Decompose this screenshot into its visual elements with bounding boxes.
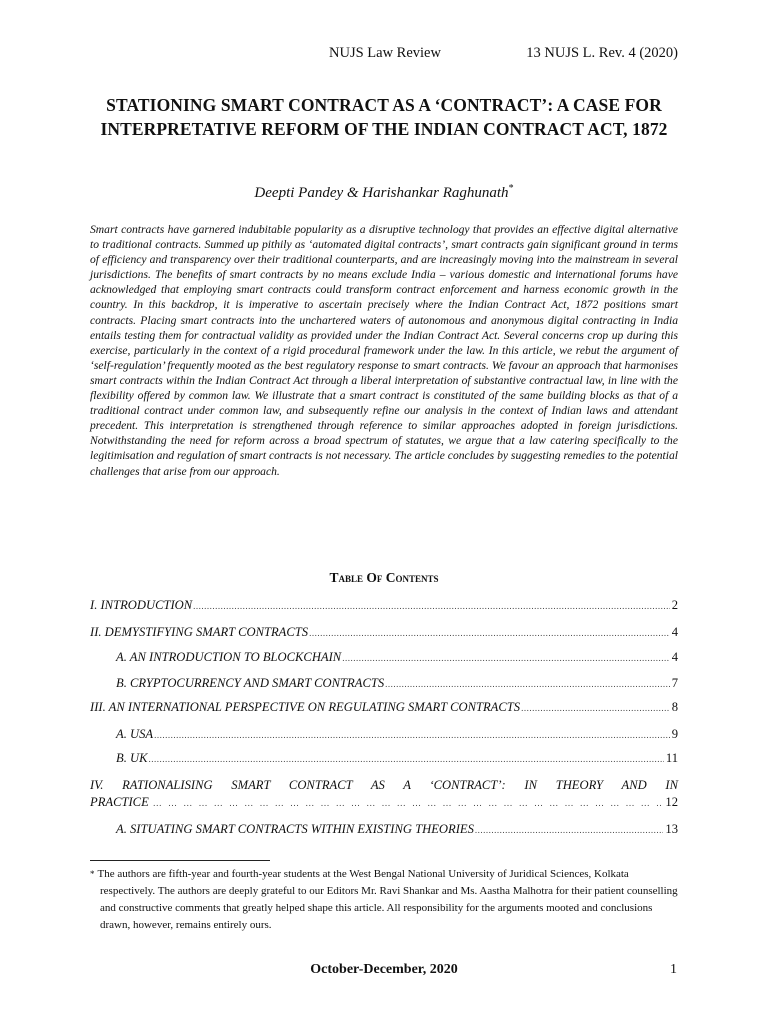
author-note-mark[interactable]: * [508,183,514,194]
toc-leader-dots [193,601,670,611]
issue-date: October-December, 2020 [310,962,458,977]
toc-leader-dots [342,653,669,663]
toc-entry-rationalising[interactable] [90,777,678,812]
toc-entry-introduction[interactable] [90,598,678,613]
toc-entry-label-line1: IV. RATIONALISING SMART CONTRACT AS A ‘CONTRACT’: IN THEORY AND IN [90,778,678,792]
toc-entry-blockchain[interactable] [116,650,678,665]
toc-entry-demystifying[interactable] [90,625,678,640]
toc-entry-uk[interactable] [116,751,678,766]
article-authors [90,183,678,202]
footnote-text: The authors are fifth-year and fourth-year students at the West Bengal National University of Juridical Sciences, Kolkata respectively. The authors are deeply grateful to our Editors Mr. Ravi Shankar and Ms. Aastha Malhotra for their patient counselling and constructive comments that greatly helped shape this article. All responsibility for the arguments mooted and conclusions drawn, however, remains entirely ours. [97,868,678,931]
journal-name: NUJS Law Review [329,45,441,61]
toc-entry-label: B. UK [116,751,148,765]
toc-heading: Table Of Contents [329,570,439,585]
page-number: 1 [670,962,677,977]
toc-entry-page: 8 [671,700,678,714]
toc-entry-international[interactable] [90,700,678,715]
toc-leader-dots [148,754,663,764]
toc-entry-page: 9 [671,727,678,741]
toc-entry-label: A. USA [116,727,154,741]
toc-entry-label-line2: PRACTICE [90,795,149,809]
article-title: STATIONING SMART CONTRACT AS A ‘CONTRACT’: A CASE FOR INTERPRETATIVE REFORM OF THE INDIAN CONTRACT ACT, 1872 [100,95,668,139]
journal-citation: 13 NUJS L. Rev. 4 (2020) [526,45,678,61]
toc-entry-usa[interactable] [116,727,678,742]
toc-entry-label: III. AN INTERNATIONAL PERSPECTIVE ON REGULATING SMART CONTRACTS [90,700,521,714]
toc-leader-dots [309,628,670,638]
toc-entry-label: II. DEMYSTIFYING SMART CONTRACTS [90,625,309,639]
toc-entry-label: B. CRYPTOCURRENCY AND SMART CONTRACTS [116,676,385,690]
toc-entry-page: 12 [665,795,678,809]
toc-entry-cryptocurrency[interactable] [116,676,678,691]
toc-leader-dots [154,730,670,740]
running-header [0,45,768,65]
toc-entry-situating[interactable] [116,822,678,837]
toc-leader-dots [153,795,664,812]
toc-entry-page: 11 [665,751,678,765]
toc-entry-label: I. INTRODUCTION [90,598,193,612]
toc-entry-page: 7 [671,676,678,690]
author-footnote [90,866,680,934]
article-abstract: Smart contracts have garnered indubitable popularity as a disruptive technology that provides an effective digital alternative to traditional contracts. Summed up pithily as ‘automated digital contracts’, smart contracts gain significant ground in terms of efficiency and transparency over their traditional counterparts, and are increasingly moving into the mainstream in several jurisdictions. The benefits of smart contracts by no means exclude India – various domestic and international forums have acknowledged that employing smart contracts could transform contract enforcement and harness economic growth in the country. In this backdrop, it is imperative to ascertain precisely where the Indian Contract Act, 1872 positions smart contracts. Placing smart contracts into the unchartered waters of autonomous and anonymous digital contracting in India entails testing them for contractual validity as provided under the Indian Contract Act. Several concerns crop up during this exercise, particularly in the context of a rigid procedural framework under the law. In this article, we rebut the argument of ‘self-regulation’ frequently mooted as the best regulatory response to smart contracts. We favour an approach that harmonises smart contracts within the Indian Contract Act through a liberal interpretation of substantive contractual law, in line with the flexibility offered by common law. We illustrate that a smart contract is constituted of the same building blocks as that of a traditional contract under common law, and subsequently refine our analysis in the context of Indian laws and attendant precedent. This interpretation is strengthened through reference to similar approaches adopted in foreign jurisdictions. Notwithstanding the need for reform across a broad spectrum of statutes, we argue that a law catering specifically to the legitimisation and regulation of smart contracts is not necessary. The article concludes by suggesting remedies to the potential challenges that arise from our approach. [90,223,678,478]
toc-entry-page: 4 [671,650,678,664]
toc-leader-dots [475,825,664,835]
footnote-divider [90,860,270,861]
toc-leader-dots [521,703,670,713]
footnote-mark: * [90,869,95,879]
author-names: Deepti Pandey & Harishankar Raghunath [254,185,509,201]
toc-entry-page: 13 [665,822,678,836]
toc-entry-label: A. SITUATING SMART CONTRACTS WITHIN EXISTING THEORIES [116,822,474,836]
toc-entry-page: 2 [671,598,678,612]
toc-entry-label: A. AN INTRODUCTION TO BLOCKCHAIN [116,650,342,664]
toc-entry-page: 4 [671,625,678,639]
toc-leader-dots [385,679,670,689]
